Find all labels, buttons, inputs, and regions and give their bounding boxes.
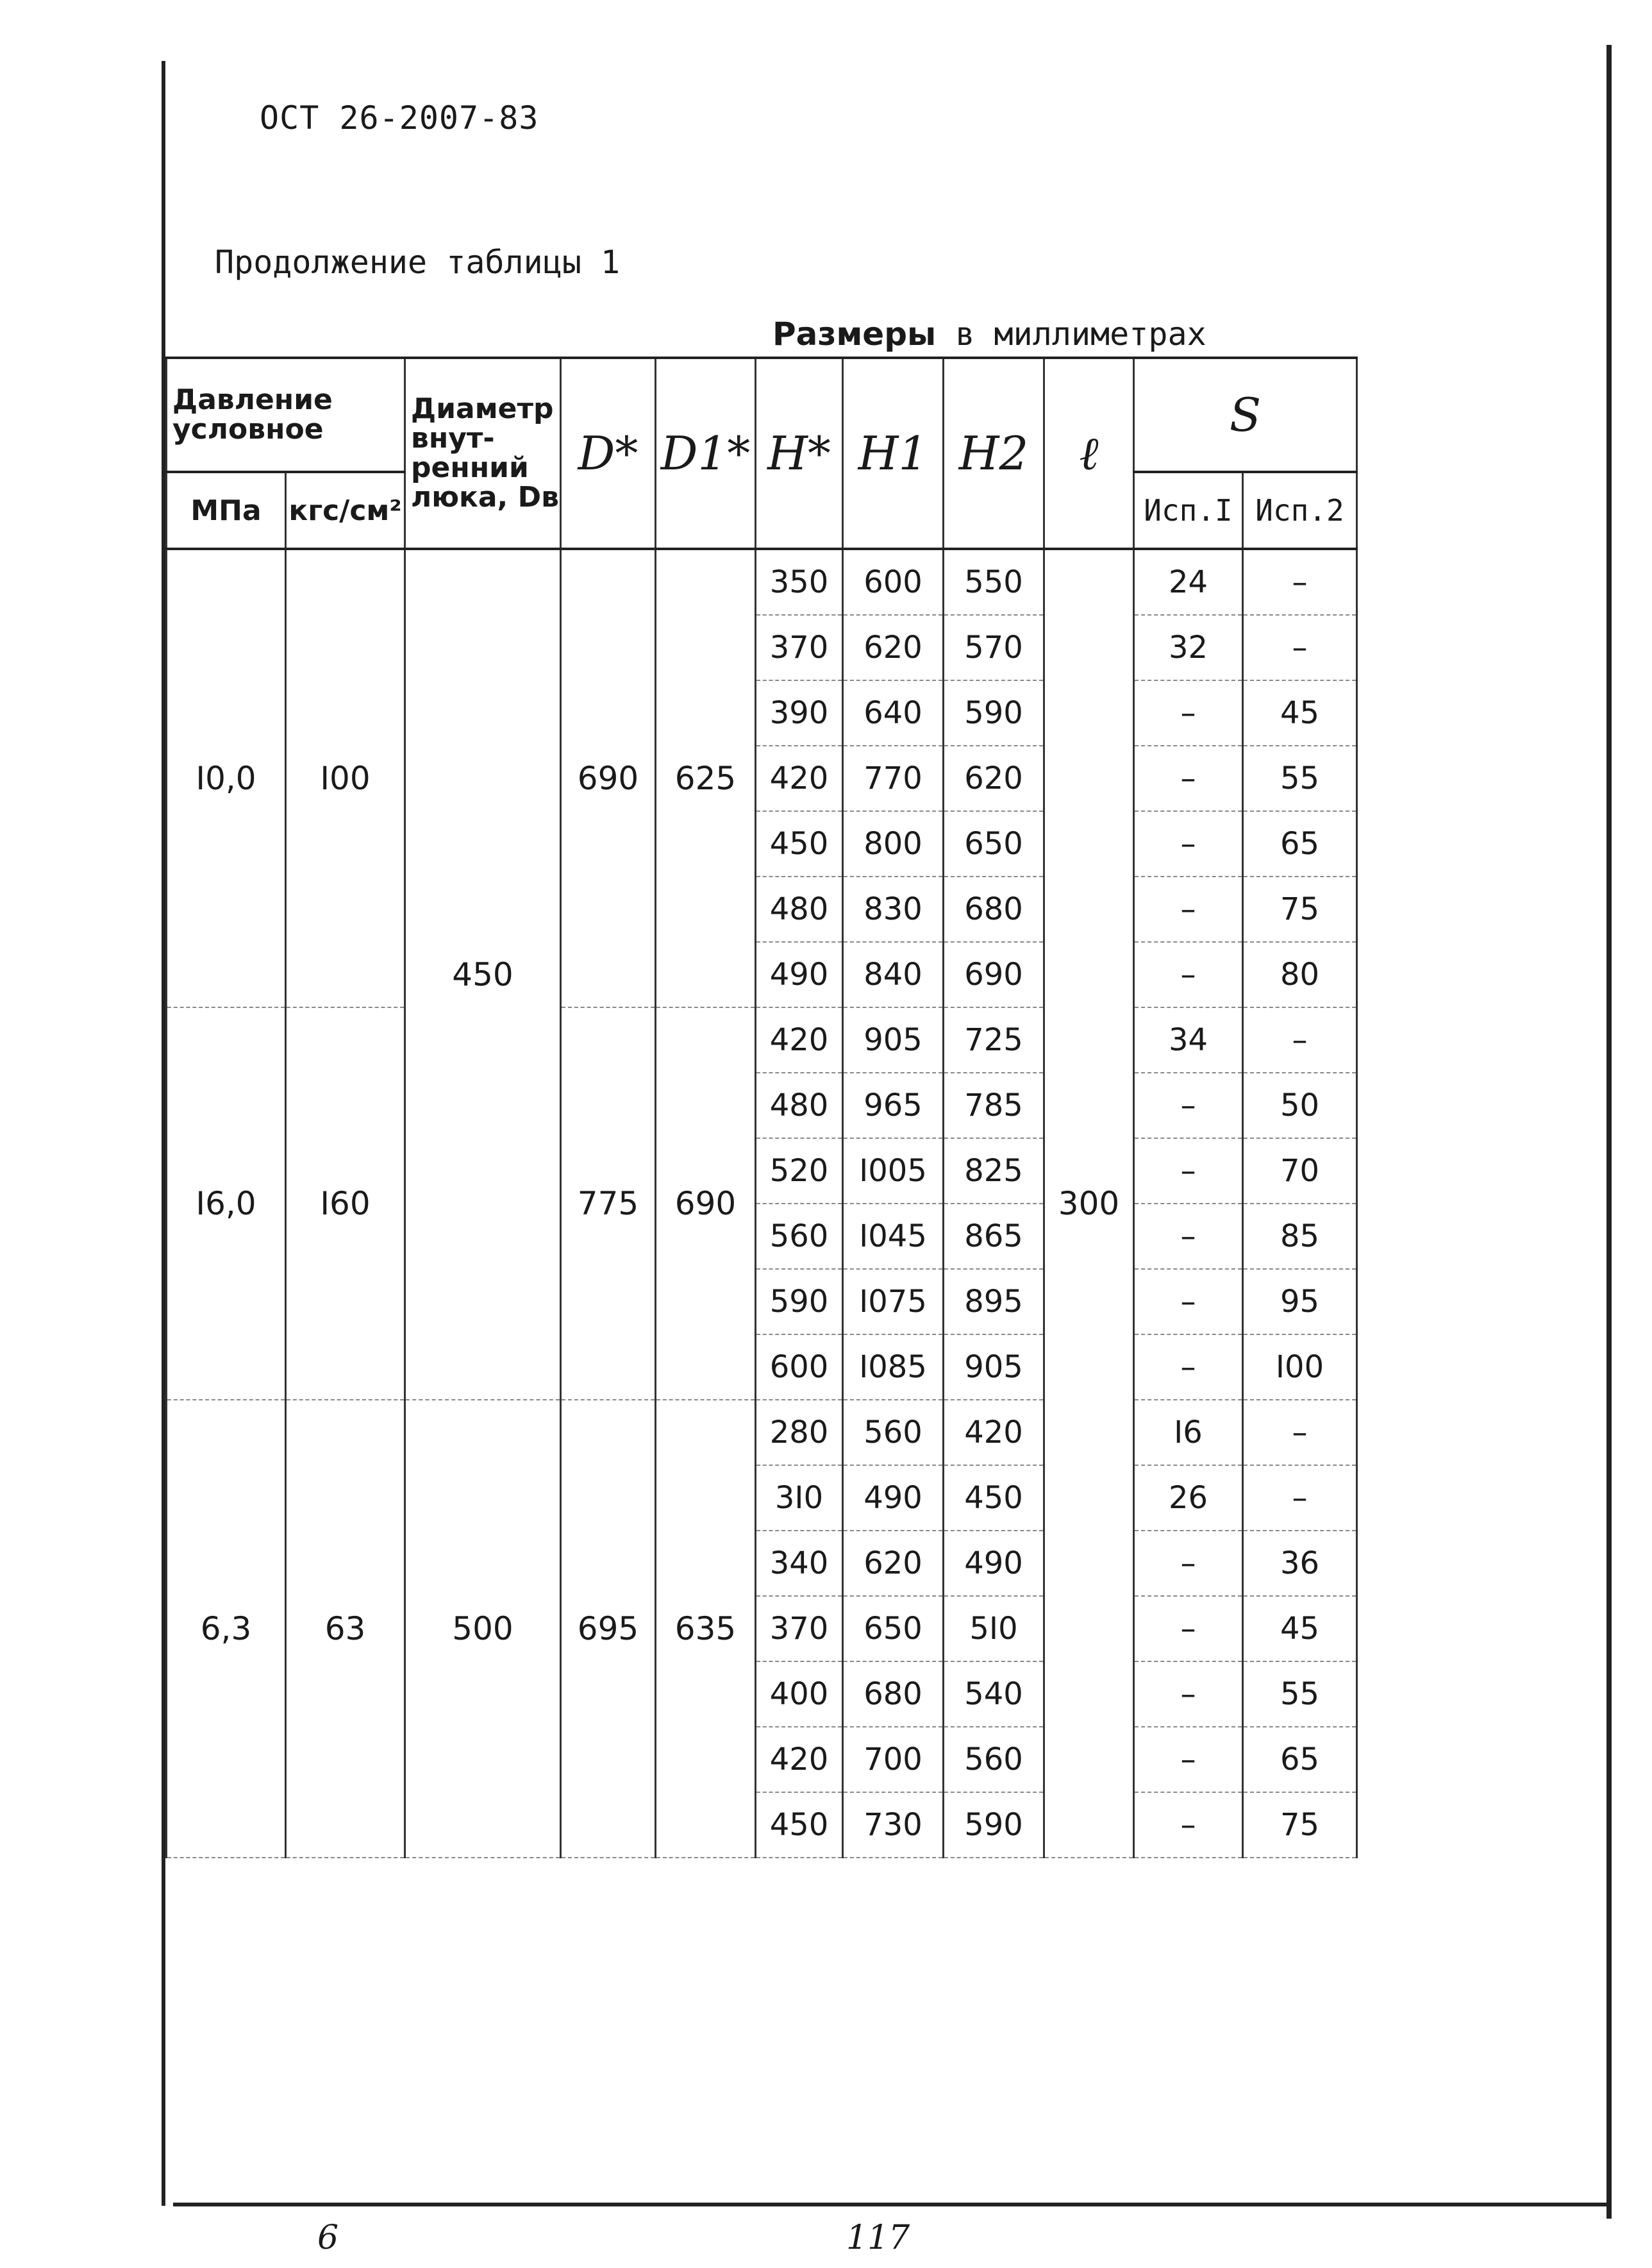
height-H2: 620	[944, 746, 1044, 811]
thickness-isp1: –	[1134, 1334, 1243, 1400]
table-row	[167, 1007, 1357, 1073]
height-H: 340	[756, 1531, 843, 1596]
height-H: 480	[756, 877, 843, 942]
header-kgf: кгс/см²	[286, 472, 405, 549]
table-continuation-caption: Продолжение таблицы 1	[215, 244, 621, 281]
height-H2: 540	[944, 1661, 1044, 1727]
thickness-isp2: 45	[1243, 680, 1357, 746]
page-frame-bottom	[173, 2203, 1609, 2206]
units-caption	[772, 315, 1206, 353]
height-H: 450	[756, 1792, 843, 1858]
thickness-isp2: –	[1243, 615, 1357, 680]
thickness-isp2: –	[1243, 549, 1357, 615]
units-caption-rest: в миллиметрах	[936, 315, 1206, 353]
height-H: 350	[756, 549, 843, 615]
height-H: 450	[756, 811, 843, 877]
height-H2: 725	[944, 1007, 1044, 1073]
height-H: 370	[756, 1596, 843, 1661]
thickness-isp1: –	[1134, 1073, 1243, 1138]
pressure-mpa: I0,0	[167, 549, 286, 1007]
height-H1: I005	[843, 1138, 944, 1204]
thickness-isp1: –	[1134, 942, 1243, 1007]
thickness-isp2: 65	[1243, 1727, 1357, 1792]
thickness-isp2: 75	[1243, 877, 1357, 942]
footer-page-number: 6	[317, 2219, 339, 2257]
height-H1: 600	[843, 549, 944, 615]
thickness-isp1: –	[1134, 1269, 1243, 1334]
thickness-isp2: 45	[1243, 1596, 1357, 1661]
thickness-isp1: –	[1134, 811, 1243, 877]
height-H: 480	[756, 1073, 843, 1138]
thickness-isp2: 65	[1243, 811, 1357, 877]
height-H1: 730	[843, 1792, 944, 1858]
height-H1: I075	[843, 1269, 944, 1334]
thickness-isp1: 34	[1134, 1007, 1243, 1073]
header-H: H*	[756, 358, 843, 549]
pressure-kgf: I00	[286, 549, 405, 1007]
height-H1: I045	[843, 1204, 944, 1269]
height-H2: 560	[944, 1727, 1044, 1792]
height-H2: 570	[944, 615, 1044, 680]
height-H1: I085	[843, 1334, 944, 1400]
pressure-kgf: 63	[286, 1400, 405, 1858]
thickness-isp2: –	[1243, 1400, 1357, 1465]
thickness-isp2: 55	[1243, 1661, 1357, 1727]
thickness-isp2: 75	[1243, 1792, 1357, 1858]
footer-sheet-number: 117	[846, 2219, 910, 2257]
thickness-isp2: 50	[1243, 1073, 1357, 1138]
height-H: 560	[756, 1204, 843, 1269]
thickness-isp1: –	[1134, 680, 1243, 746]
thickness-isp2: 80	[1243, 942, 1357, 1007]
header-H1: H1	[843, 358, 944, 549]
outer-diameter-D: 690	[561, 549, 656, 1007]
height-H: 420	[756, 746, 843, 811]
height-H: 390	[756, 680, 843, 746]
height-H2: 550	[944, 549, 1044, 615]
thickness-isp2: –	[1243, 1465, 1357, 1531]
height-H: 370	[756, 615, 843, 680]
height-H1: 620	[843, 615, 944, 680]
header-isp1: Исп.I	[1134, 472, 1243, 549]
pressure-mpa: 6,3	[167, 1400, 286, 1858]
units-caption-bold: Размеры	[772, 315, 937, 353]
height-H2: 590	[944, 680, 1044, 746]
height-H2: 825	[944, 1138, 1044, 1204]
thickness-isp2: 70	[1243, 1138, 1357, 1204]
thickness-isp1: 32	[1134, 615, 1243, 680]
pressure-mpa: I6,0	[167, 1007, 286, 1400]
thickness-isp2: 95	[1243, 1269, 1357, 1334]
height-H: 420	[756, 1007, 843, 1073]
table-row	[167, 1400, 1357, 1465]
height-H2: 590	[944, 1792, 1044, 1858]
thickness-isp1: –	[1134, 1596, 1243, 1661]
height-H1: 770	[843, 746, 944, 811]
thickness-isp1: –	[1134, 1792, 1243, 1858]
height-H: 600	[756, 1334, 843, 1400]
diameter-D1: 635	[656, 1400, 756, 1858]
height-H: 590	[756, 1269, 843, 1334]
length-l: 300	[1044, 549, 1134, 1858]
height-H1: 620	[843, 1531, 944, 1596]
height-H: 400	[756, 1661, 843, 1727]
header-pressure: Давление условное	[167, 358, 405, 472]
height-H1: 965	[843, 1073, 944, 1138]
height-H2: 865	[944, 1204, 1044, 1269]
thickness-isp1: –	[1134, 877, 1243, 942]
thickness-isp1: –	[1134, 1138, 1243, 1204]
height-H2: 650	[944, 811, 1044, 877]
inner-diameter: 500	[405, 1400, 561, 1858]
thickness-isp1: –	[1134, 1531, 1243, 1596]
thickness-isp1: –	[1134, 746, 1243, 811]
diameter-D1: 625	[656, 549, 756, 1007]
height-H1: 840	[843, 942, 944, 1007]
height-H2: 690	[944, 942, 1044, 1007]
header-mpa: МПа	[167, 472, 286, 549]
height-H1: 700	[843, 1727, 944, 1792]
header-diameter: Диаметр внут-ренний люка, Dв	[405, 358, 561, 549]
thickness-isp1: –	[1134, 1727, 1243, 1792]
table-row	[167, 549, 1357, 615]
header-D: D*	[561, 358, 656, 549]
height-H1: 800	[843, 811, 944, 877]
thickness-isp1: 24	[1134, 549, 1243, 615]
height-H2: 895	[944, 1269, 1044, 1334]
thickness-isp1: –	[1134, 1661, 1243, 1727]
height-H: 280	[756, 1400, 843, 1465]
height-H1: 905	[843, 1007, 944, 1073]
header-D1: D1*	[656, 358, 756, 549]
thickness-isp2: I00	[1243, 1334, 1357, 1400]
thickness-isp2: 36	[1243, 1531, 1357, 1596]
height-H2: 5I0	[944, 1596, 1044, 1661]
outer-diameter-D: 775	[561, 1007, 656, 1400]
height-H2: 905	[944, 1334, 1044, 1400]
pressure-kgf: I60	[286, 1007, 405, 1400]
thickness-isp2: –	[1243, 1007, 1357, 1073]
height-H1: 680	[843, 1661, 944, 1727]
header-l: ℓ	[1044, 358, 1134, 549]
height-H2: 450	[944, 1465, 1044, 1531]
height-H2: 420	[944, 1400, 1044, 1465]
height-H2: 490	[944, 1531, 1044, 1596]
height-H: 520	[756, 1138, 843, 1204]
height-H1: 640	[843, 680, 944, 746]
height-H1: 830	[843, 877, 944, 942]
outer-diameter-D: 695	[561, 1400, 656, 1858]
height-H1: 490	[843, 1465, 944, 1531]
dimensions-table	[165, 357, 1358, 1858]
inner-diameter: 450	[405, 549, 561, 1400]
diameter-D1: 690	[656, 1007, 756, 1400]
height-H1: 650	[843, 1596, 944, 1661]
height-H2: 785	[944, 1073, 1044, 1138]
thickness-isp2: 85	[1243, 1204, 1357, 1269]
height-H: 3I0	[756, 1465, 843, 1531]
height-H1: 560	[843, 1400, 944, 1465]
height-H: 420	[756, 1727, 843, 1792]
thickness-isp1: I6	[1134, 1400, 1243, 1465]
table-body	[167, 549, 1357, 1858]
header-H2: H2	[944, 358, 1044, 549]
thickness-isp1: 26	[1134, 1465, 1243, 1531]
thickness-isp1: –	[1134, 1204, 1243, 1269]
header-isp2: Исп.2	[1243, 472, 1357, 549]
header-S: S	[1134, 358, 1357, 472]
height-H: 490	[756, 942, 843, 1007]
document-code: ОСТ 26-2007-83	[260, 99, 539, 137]
thickness-isp2: 55	[1243, 746, 1357, 811]
page-frame-right	[1606, 45, 1612, 2219]
height-H2: 680	[944, 877, 1044, 942]
